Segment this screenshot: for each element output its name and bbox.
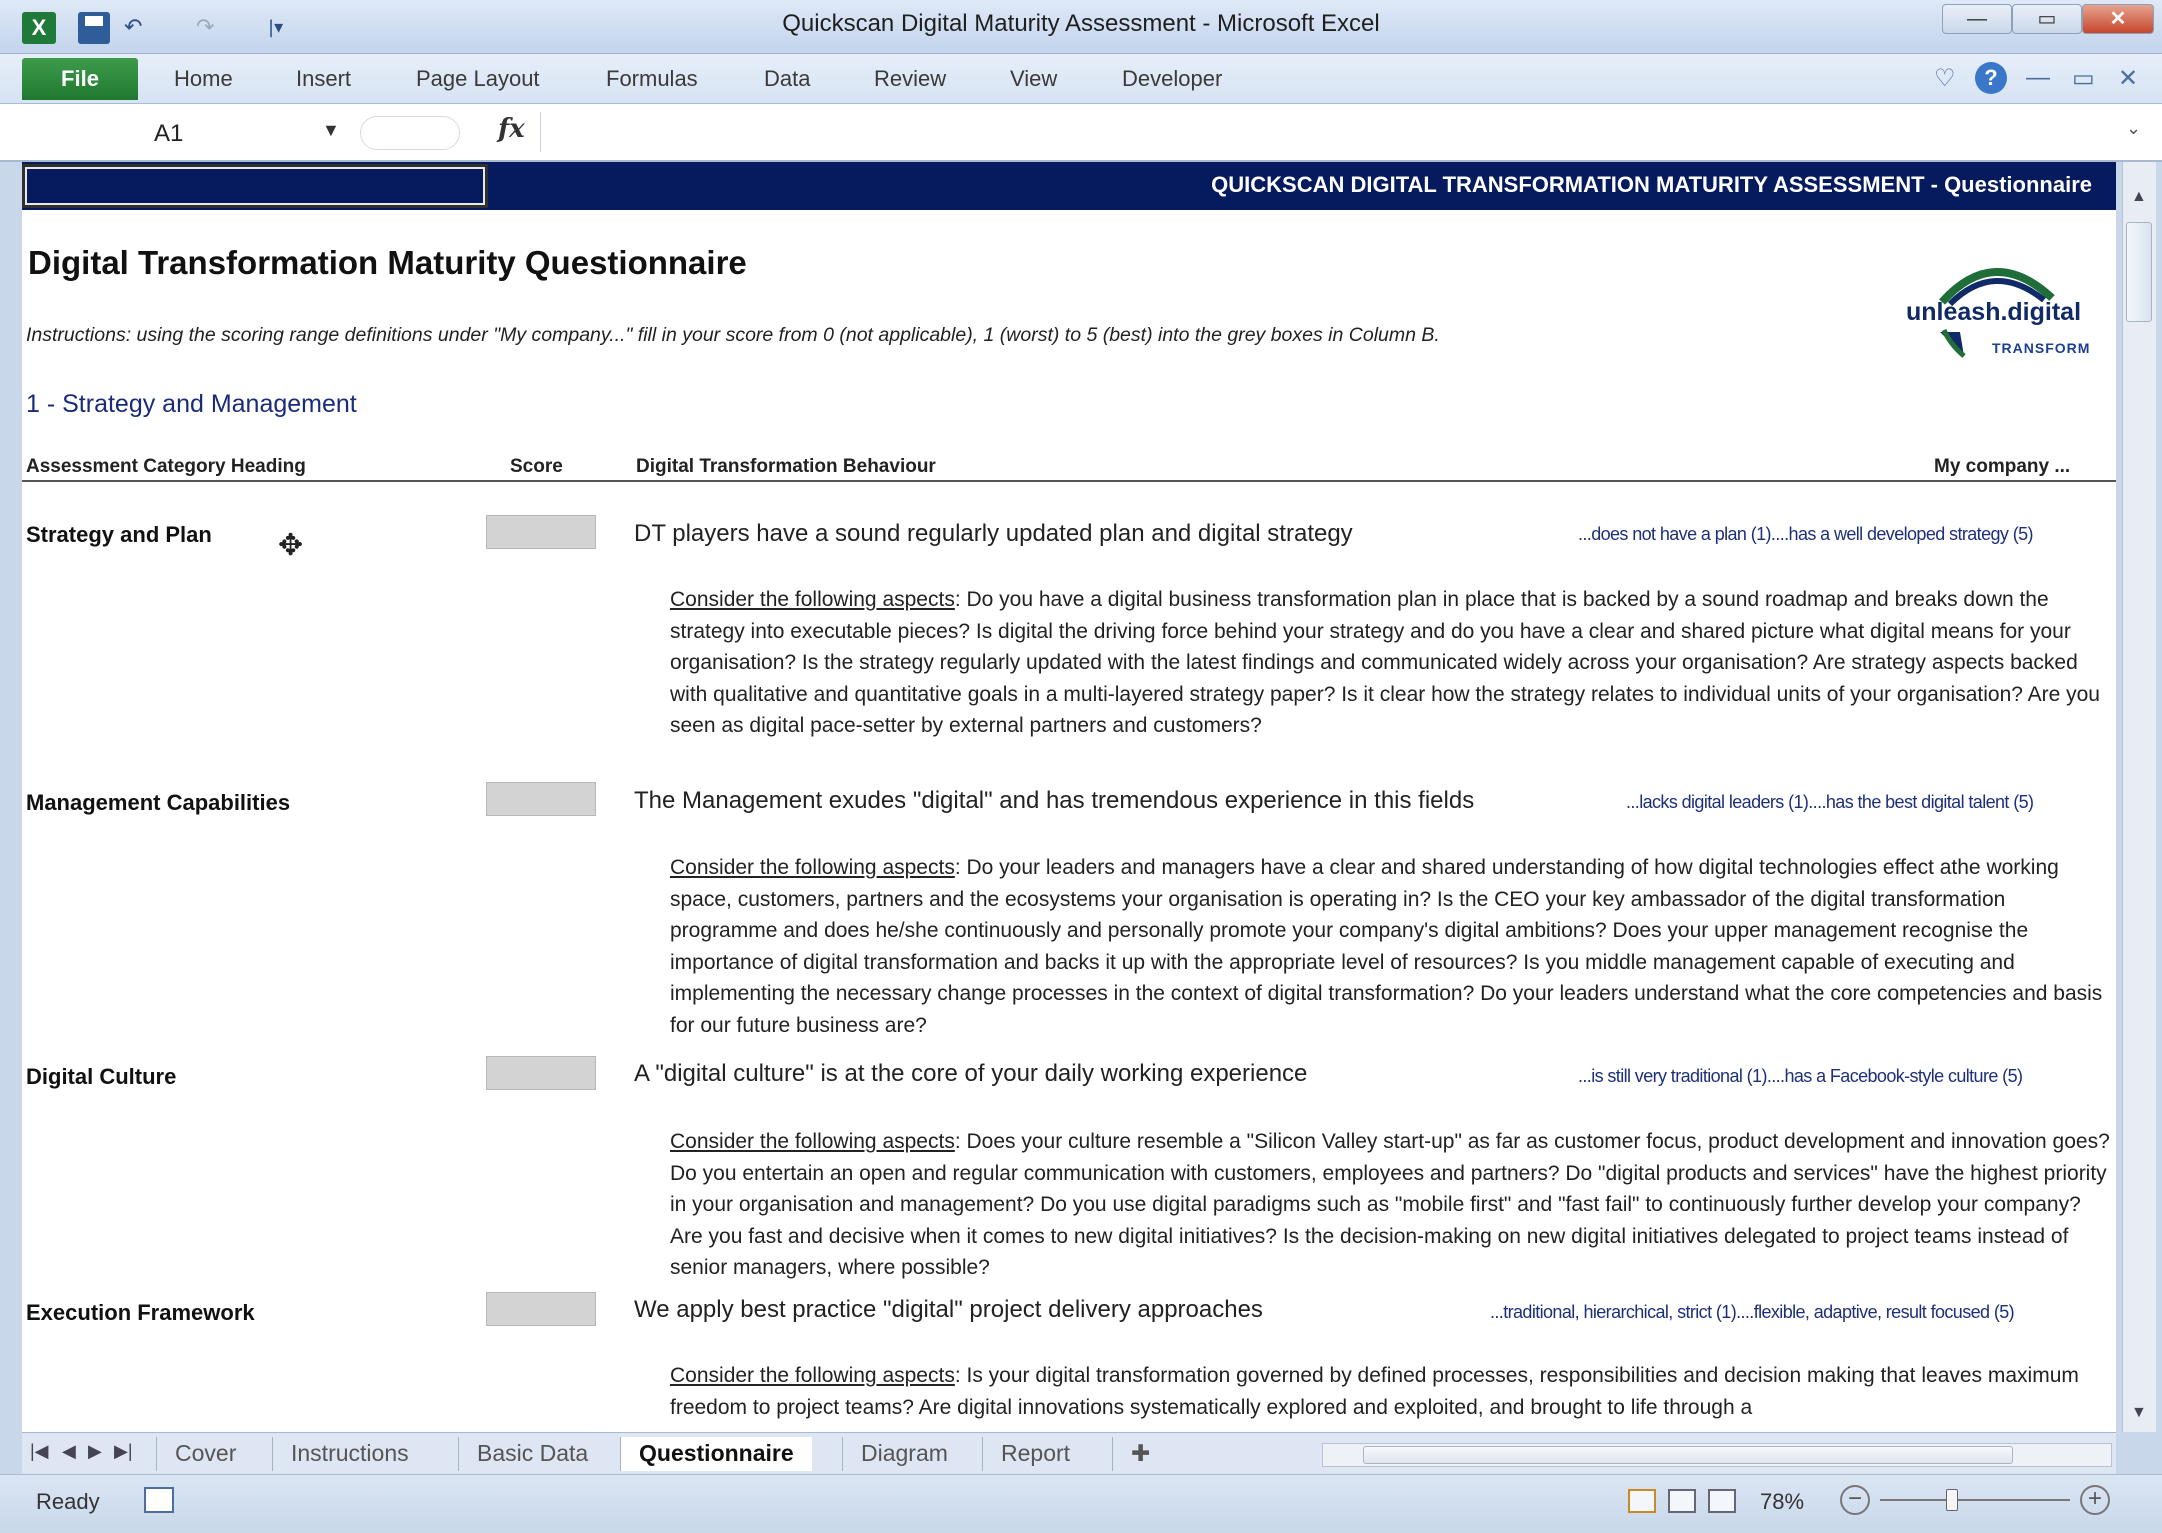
logo-text: unleash.digital bbox=[1906, 298, 2082, 326]
undo-icon[interactable]: ↶ bbox=[124, 15, 143, 40]
sheet-tabs-bar bbox=[22, 1432, 2116, 1474]
maximize-button[interactable]: ▭ bbox=[2012, 4, 2082, 34]
worksheet[interactable] bbox=[22, 162, 2116, 1432]
workbook-close-icon[interactable]: ✕ bbox=[2118, 65, 2139, 92]
aspects-body: : Does your culture resemble a "Silicon Valley start-up" as far as customer focus, product development and innovation goes? Do you entertain an open and regular communication with customers, employees and partners? Do "digital products and services" have the highest priority in your organisation and management? Do you use digital paradigms such as "mobile first" and "fast fail" to continuously further develop your company? Are you fast and decisive when it comes to new digital initiatives? Is the decision-making on new digital initiatives delegated to project teams instead of senior managers, where possible? bbox=[670, 1130, 2110, 1279]
scroll-up-icon[interactable]: ▲ bbox=[2131, 188, 2147, 205]
header-banner bbox=[22, 162, 2116, 210]
redo-icon[interactable]: ↷ bbox=[196, 15, 215, 40]
prev-sheet-icon[interactable]: ◀ bbox=[62, 1441, 76, 1461]
aspects-text bbox=[670, 584, 2112, 742]
last-sheet-icon[interactable]: ▶| bbox=[114, 1441, 133, 1461]
workbook-restore-icon[interactable]: ▭ bbox=[2072, 65, 2095, 92]
zoom-out-button[interactable]: − bbox=[1840, 1485, 1870, 1515]
tab-formulas[interactable]: Formulas bbox=[606, 66, 698, 91]
sheet-tab-report[interactable]: Report bbox=[982, 1437, 1088, 1471]
banner-title: QUICKSCAN DIGITAL TRANSFORMATION MATURITY ASSESSMENT - Questionnaire bbox=[1211, 172, 2092, 197]
help-icon[interactable]: ? bbox=[1975, 62, 2007, 94]
title-bar bbox=[0, 0, 2162, 54]
behaviour-text: A "digital culture" is at the core of your daily working experience bbox=[634, 1060, 1308, 1087]
aspects-label: Consider the following aspects bbox=[670, 856, 955, 879]
header-score: Score bbox=[510, 456, 563, 477]
aspects-label: Consider the following aspects bbox=[670, 1130, 955, 1153]
score-input-execution-framework[interactable] bbox=[486, 1292, 596, 1326]
horizontal-scrollbar[interactable] bbox=[1322, 1443, 2112, 1467]
tab-page-layout[interactable]: Page Layout bbox=[416, 66, 540, 91]
aspects-label: Consider the following aspects bbox=[670, 588, 955, 611]
name-box-value: A1 bbox=[154, 120, 184, 147]
aspects-text bbox=[670, 1126, 2112, 1284]
scoring-range: ...is still very traditional (1)....has a Facebook-style culture (5) bbox=[1578, 1066, 2023, 1086]
sheet-tab-diagram[interactable]: Diagram bbox=[842, 1437, 966, 1471]
vertical-scrollbar[interactable] bbox=[2122, 162, 2156, 1432]
tab-file[interactable]: File bbox=[22, 58, 138, 100]
minimize-button[interactable]: — bbox=[1942, 4, 2012, 34]
behaviour-text: The Management exudes "digital" and has tremendous experience in this fields bbox=[634, 787, 1475, 814]
formula-bar bbox=[0, 104, 2162, 162]
zoom-slider[interactable] bbox=[1880, 1499, 2070, 1501]
tab-insert[interactable]: Insert bbox=[296, 66, 352, 91]
minimize-ribbon-icon[interactable]: ♡ bbox=[1934, 65, 1956, 92]
page-title: Digital Transformation Maturity Questionnaire bbox=[28, 244, 747, 281]
scroll-down-icon[interactable]: ▼ bbox=[2131, 1404, 2147, 1421]
sheet-tab-basic-data[interactable]: Basic Data bbox=[458, 1437, 606, 1471]
scoring-range: ...traditional, hierarchical, strict (1)....flexible, adaptive, result focused (5) bbox=[1490, 1302, 2015, 1322]
customize-quick-access-icon[interactable]: |▾ bbox=[268, 17, 284, 38]
workbook-minimize-icon[interactable]: — bbox=[2026, 64, 2050, 91]
window-title: Quickscan Digital Maturity Assessment - Microsoft Excel bbox=[782, 10, 1380, 37]
sheet-tab-questionnaire[interactable]: Questionnaire bbox=[620, 1437, 812, 1471]
normal-view-icon[interactable] bbox=[1628, 1489, 1656, 1513]
aspects-label: Consider the following aspects bbox=[670, 1364, 955, 1387]
behaviour-text: We apply best practice "digital" project delivery approaches bbox=[634, 1296, 1263, 1323]
horizontal-scroll-thumb[interactable] bbox=[1363, 1446, 2013, 1464]
category-execution-framework: Execution Framework bbox=[26, 1300, 255, 1325]
logo-subtext: TRANSFORM bbox=[1992, 340, 2091, 356]
formula-divider bbox=[360, 116, 460, 150]
tab-review[interactable]: Review bbox=[874, 66, 947, 91]
insert-function-icon[interactable]: fx bbox=[498, 114, 525, 144]
header-behaviour: Digital Transformation Behaviour bbox=[636, 456, 936, 477]
name-box[interactable] bbox=[22, 114, 352, 152]
formula-input[interactable] bbox=[540, 112, 2120, 152]
sheet-tab-instructions[interactable]: Instructions bbox=[272, 1437, 427, 1471]
page-layout-view-icon[interactable] bbox=[1668, 1489, 1696, 1513]
page-break-view-icon[interactable] bbox=[1708, 1489, 1736, 1513]
next-sheet-icon[interactable]: ▶ bbox=[88, 1441, 102, 1461]
cell-cursor-icon: ✥ bbox=[278, 529, 304, 562]
zoom-slider-thumb[interactable] bbox=[1946, 1489, 1958, 1511]
aspects-body: : Do you have a digital business transformation plan in place that is backed by a sound roadmap and breaks down the strategy into executable pieces? Is digital the driving force behind your strategy and do you have a clear and shared picture what digital means for your organisation? Is the strategy regularly updated with the latest findings and communicated widely across your organisation? Are strategy aspects backed with qualitative and quantitative goals in a multi-layered strategy paper? Is it clear how the strategy relates to individual units of your organisation? Are you seen as digital pace-setter by external partners and customers? bbox=[670, 588, 2100, 737]
record-macro-icon[interactable] bbox=[144, 1487, 174, 1513]
header-category: Assessment Category Heading bbox=[26, 456, 306, 477]
section-title: 1 - Strategy and Management bbox=[26, 390, 357, 418]
scroll-thumb[interactable] bbox=[2126, 222, 2152, 322]
zoom-level[interactable]: 78% bbox=[1760, 1489, 1805, 1514]
tab-developer[interactable]: Developer bbox=[1122, 66, 1223, 91]
scoring-range: ...lacks digital leaders (1)....has the best digital talent (5) bbox=[1626, 792, 2034, 812]
excel-app-icon[interactable]: X bbox=[22, 12, 56, 44]
ribbon-tabs bbox=[0, 54, 2162, 104]
aspects-body: : Do your leaders and managers have a clear and shared understanding of how digital technologies effect athe working space, customers, partners and the ecosystems your organisation is operating in? Is the CEO your key ambassador of the digital transformation programme and does he/she continuously and personally promote your company's digital ambitions? Does your upper management recognise the importance of digital transformation and backs it up with the appropriate level of resources? Is you middle management capable of executing and implementing the necessary change processes in the context of digital transformation? Do your leaders understand what the core competencies and basis for our future business are? bbox=[670, 856, 2103, 1037]
zoom-in-button[interactable]: + bbox=[2080, 1485, 2110, 1515]
instructions-text: Instructions: using the scoring range definitions under "My company..." fill in your score from 0 (not applicable), 1 (worst) to 5 (best) into the grey boxes in Column B. bbox=[26, 324, 1440, 346]
aspects-text bbox=[670, 1360, 2112, 1423]
score-input-management-capabilities[interactable] bbox=[486, 782, 596, 816]
insert-sheet-icon[interactable]: ✚ bbox=[1112, 1437, 1168, 1471]
tab-home[interactable]: Home bbox=[174, 66, 233, 91]
selected-cell-a1[interactable] bbox=[22, 164, 488, 208]
status-bar bbox=[0, 1474, 2162, 1533]
category-digital-culture: Digital Culture bbox=[26, 1064, 177, 1089]
first-sheet-icon[interactable]: |◀ bbox=[30, 1441, 49, 1461]
chevron-down-icon[interactable]: ▼ bbox=[322, 120, 340, 140]
header-divider bbox=[22, 480, 2116, 482]
tab-view[interactable]: View bbox=[1010, 66, 1058, 91]
tab-data[interactable]: Data bbox=[764, 66, 811, 91]
score-input-strategy-and-plan[interactable] bbox=[486, 515, 596, 549]
scoring-range: ...does not have a plan (1)....has a well developed strategy (5) bbox=[1578, 524, 2033, 544]
sheet-tab-cover[interactable]: Cover bbox=[156, 1437, 254, 1471]
aspects-text bbox=[670, 852, 2112, 1041]
score-input-digital-culture[interactable] bbox=[486, 1056, 596, 1090]
category-management-capabilities: Management Capabilities bbox=[26, 790, 291, 815]
expand-formula-bar-icon[interactable]: ⌄ bbox=[2126, 118, 2142, 138]
close-button[interactable]: ✕ bbox=[2082, 4, 2154, 34]
status-ready: Ready bbox=[36, 1489, 100, 1514]
unleash-digital-logo bbox=[1902, 240, 2112, 370]
category-strategy-and-plan: Strategy and Plan bbox=[26, 522, 212, 547]
aspects-body: : Is your digital transformation governed by defined processes, responsibilities and decision making that leaves maximum freedom to project teams? Are digital innovations systematically explored and exploited, and brought to life through a bbox=[670, 1364, 2079, 1419]
behaviour-text: DT players have a sound regularly updated plan and digital strategy bbox=[634, 520, 1353, 547]
header-company: My company ... bbox=[1934, 456, 2071, 477]
